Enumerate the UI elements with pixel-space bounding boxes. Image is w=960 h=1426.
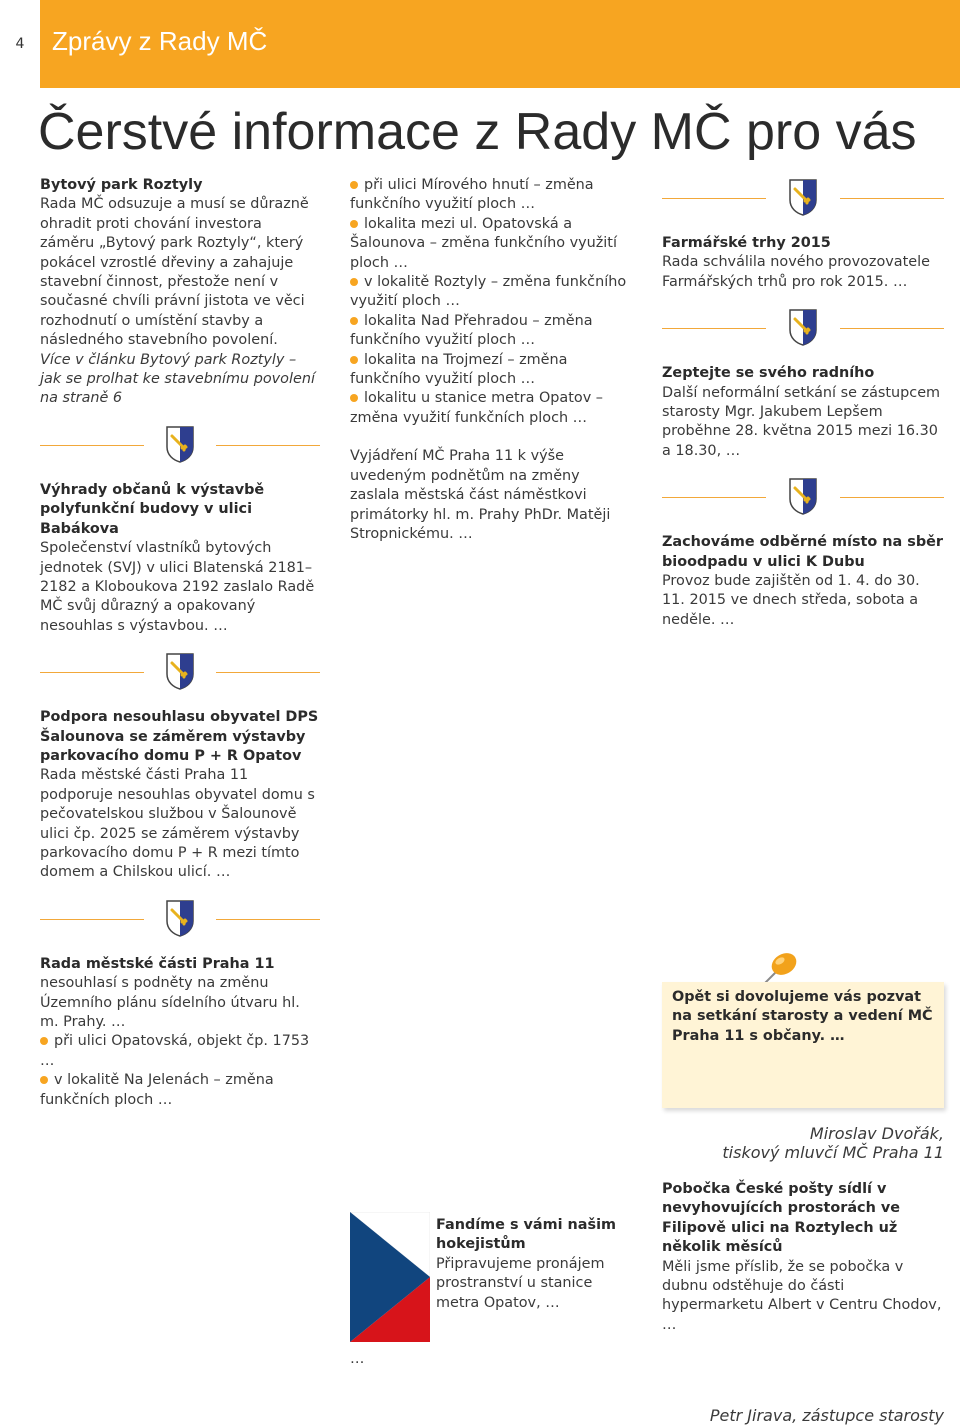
article-body-rada: nesouhlasí s podněty na změnu Územního plánu sídelního útvaru hl. m. Prahy. … — [40, 975, 300, 1030]
article-body-dps: Rada městské části Praha 11 podporuje nesouhlas obyvatel domu s pečovatelskou službou v Šalounově ulici čp. 2025 se záměrem výstavby parkovacího domu P + R mezi tímto domem a Chilskou ulicí. … — [40, 767, 315, 881]
article-title-bioodpad: Zachováme odběrné místo na sběr bioodpadu v ulici K Dubu — [662, 534, 943, 570]
article-body-farmers: Rada schválila nového provozovatele Farmářských trhů pro rok 2015. … — [662, 254, 930, 290]
bullet-item: v lokalitě Na Jelenách – změna funkčních ploch … — [40, 1072, 274, 1108]
column-3 — [662, 176, 944, 630]
invitation-box — [662, 982, 944, 1108]
hockey-body: Připravujeme pronájem prostranství u stanice metra Opatov, … — [436, 1255, 605, 1311]
article-body-radni: Další neformální setkání se zástupcem starosty Mgr. Jakubem Lepšem proběhne 28. května 2015 mezi 16.30 a 18.30, … — [662, 384, 941, 459]
article-body-roztyly: Rada MČ odsuzuje a musí se důrazně ohradit proti chování investora záměru „Bytový park Roztyly“, který pokácel vzrostlé dřeviny a zahajuje stavební činnost, přestože není v současné chvíli právní jistota ve věci rozhodnutí o umístění stavby a následného stavebního povolení. — [40, 196, 309, 349]
article-body-bioodpad: Provoz bude zajištěn od 1. 4. do 30. 11. 2015 ve dnech středa, sobota a neděle. … — [662, 573, 920, 628]
crest-icon — [788, 308, 818, 346]
hockey-article — [436, 1216, 632, 1313]
article-title-babakova: Výhrady občanů k výstavbě polyfunkční budovy v ulici Babákova — [40, 481, 265, 537]
crest-separator — [40, 423, 320, 467]
section-title: Zprávy z Rady MČ — [52, 26, 268, 56]
section-band — [40, 0, 960, 88]
signature-dvorak: Miroslav Dvořák, tiskový mluvčí MČ Praha 11 — [722, 1124, 944, 1162]
article-title-dps: Podpora nesouhlasu obyvatel DPS Šalounova se záměrem výstavby parkovacího domu P + R Opatov — [40, 709, 319, 764]
article-title-radni: Zeptejte se svého radního — [662, 365, 875, 382]
bullet-item: při ulici Mírového hnutí – změna funkčního využití ploch … — [350, 177, 594, 213]
posta-article — [662, 1180, 944, 1335]
page-title: Čerstvé informace z Rady MČ pro vás — [38, 103, 917, 161]
crest-icon — [788, 477, 818, 515]
bullet-item: lokalita Nad Přehradou – změna funkčního využití ploch … — [350, 312, 593, 349]
article-body-babakova: Společenství vlastníků bytových jednotek (SVJ) v ulici Blatenská 2181–2182 a Kloboukova 2192 zaslalo Radě MČ svůj důrazný a opakovaný nesouhlas s výstavbou. … — [40, 540, 315, 634]
bullet-item: lokalitu u stanice metra Opatov – změna využití funkčních ploch … — [350, 390, 603, 426]
crest-separator — [40, 897, 320, 941]
crest-separator — [662, 176, 944, 220]
article-more-roztyly: Více v článku Bytový park Roztyly – jak se prolhat ke stavebnímu povolení na straně 6 — [40, 351, 315, 407]
crest-separator — [662, 475, 944, 519]
invitation-text: Opět si dovolujeme vás pozvat na setkání starosty a vedení MČ Praha 11 s občany. … — [672, 989, 933, 1044]
page-number: 4 — [15, 36, 25, 52]
column-2 — [350, 176, 632, 544]
czech-flag-icon — [350, 1212, 430, 1342]
article-title-roztyly: Bytový park Roztyly — [40, 177, 203, 193]
bullet-item: v lokalitě Roztyly – změna funkčního využití ploch … — [350, 274, 627, 310]
crest-separator — [662, 306, 944, 350]
crest-icon — [788, 178, 818, 216]
article-title-farmers: Farmářské trhy 2015 — [662, 235, 831, 251]
column-1 — [40, 176, 320, 1110]
article-title-posta: Pobočka České pošty sídlí v nevyhovujících prostorách ve Filipově ulici na Roztylech už několik měsíců — [662, 1181, 900, 1256]
article-body-posta: Měli jsme příslib, že se pobočka v dubnu odstěhuje do části hypermarketu Albert v Centru Chodov, … — [662, 1258, 942, 1333]
bullet-item: lokalita mezi ul. Opatovská a Šalounova – změna funkčního využití ploch … — [350, 215, 617, 271]
crest-icon — [165, 425, 195, 463]
statement-paragraph: Vyjádření MČ Praha 11 k výše uvedeným podnětům na změny zaslala městská část náměstkovi primátorky hl. m. Prahy PhDr. Matěji Stropnickému. … — [350, 448, 611, 542]
bullet-item: lokalita na Trojmezí – změna funkčního využití ploch … — [350, 351, 568, 388]
hockey-title: Fandíme s vámi našim hokejistům — [436, 1217, 616, 1253]
crest-separator — [40, 650, 320, 694]
bullet-item: při ulici Opatovská, objekt čp. 1753 … — [40, 1033, 310, 1069]
article-title-rada: Rada městské části Praha 11 — [40, 955, 275, 972]
crest-icon — [165, 899, 195, 937]
signature-jirava: Petr Jirava, zástupce starosty — [709, 1406, 944, 1425]
crest-icon — [165, 652, 195, 690]
hockey-article-cont: … — [350, 1351, 365, 1367]
